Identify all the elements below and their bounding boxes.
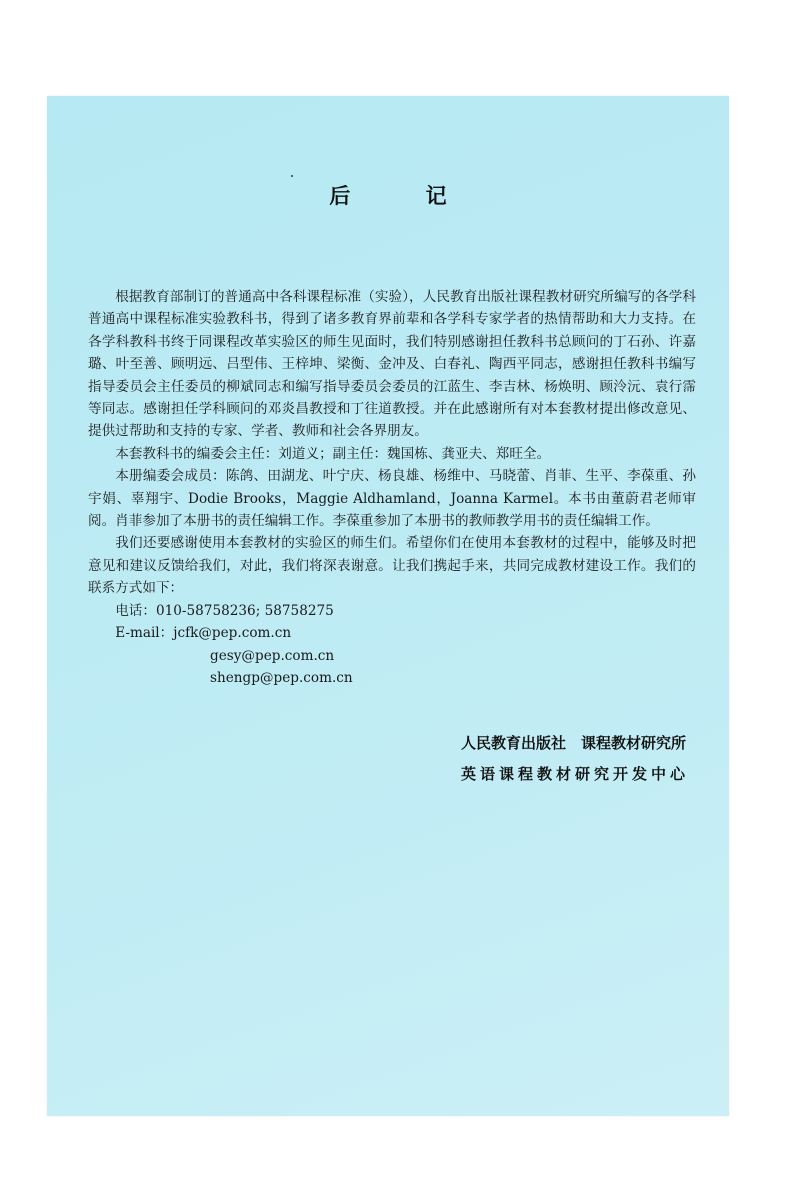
- paragraph-editorial-board: 本套教科书的编委会主任：刘道义；副主任：魏国栋、龚亚夫、郑旺全。: [115, 445, 551, 462]
- signature-publisher: 人民教育出版社 课程教材研究所: [460, 734, 686, 752]
- contact-email-tertiary[interactable]: shengp@pep.com.cn: [210, 669, 353, 686]
- publisher-signature: [461, 728, 689, 790]
- print-speck: [291, 175, 293, 177]
- document-page: [47, 96, 729, 1116]
- signature-research-center: 英语课程教材研究开发中心: [460, 765, 689, 783]
- paragraph-feedback-request: 我们还要感谢使用本套教材的实验区的师生们。希望你们在使用本套教材的过程中，能够及时把意见和建议反馈给我们，对此，我们将深表谢意。让我们携起手来，共同完成教材建设工作。我们的联系方式如下：: [88, 535, 696, 597]
- paragraph-acknowledgements: 根据教育部制订的普通高中各科课程标准（实验），人民教育出版社课程教材研究所编写的各学科普通高中课程标准实验教科书，得到了诸多教育界前辈和各学科专家学者的热情帮助和大力支持。在各学科教科书终于同课程改革实验区的师生见面时，我们特别感谢担任教科书总顾问的丁石孙、许嘉璐、叶至善、顾明远、吕型伟、王梓坤、梁衡、金冲及、白春礼、陶西平同志，感谢担任教科书编写指导委员会主任委员的柳斌同志和编写指导委员会委员的江蓝生、李吉林、杨焕明、顾泠沅、袁行霈等同志。感谢担任学科顾问的邓炎昌教授和丁往道教授。并在此感谢所有对本套教材提出修改意见、提供过帮助和支持的专家、学者、教师和社会各界朋友。: [88, 289, 696, 440]
- contact-email-primary[interactable]: E-mail：jcfk@pep.com.cn: [115, 625, 292, 642]
- afterword-body: [88, 286, 696, 689]
- paragraph-volume-members: 本册编委会成员：陈鸽、田湖龙、叶宁庆、杨良雄、杨维中、马晓蕾、肖菲、生平、李葆重、孙宇娟、辜翔宇、Dodie Brooks，Maggie Aldhamland，Joanna Karmel。本书由董蔚君老师审阅。肖菲参加了本册书的责任编辑工作。李葆重参加了本册书的教师教学用书的责任编辑工作。: [88, 468, 696, 530]
- contact-email-secondary[interactable]: gesy@pep.com.cn: [210, 647, 335, 664]
- contact-phone: 电话：010-58758236; 58758275: [115, 602, 334, 619]
- page-title: 后 记: [329, 183, 481, 208]
